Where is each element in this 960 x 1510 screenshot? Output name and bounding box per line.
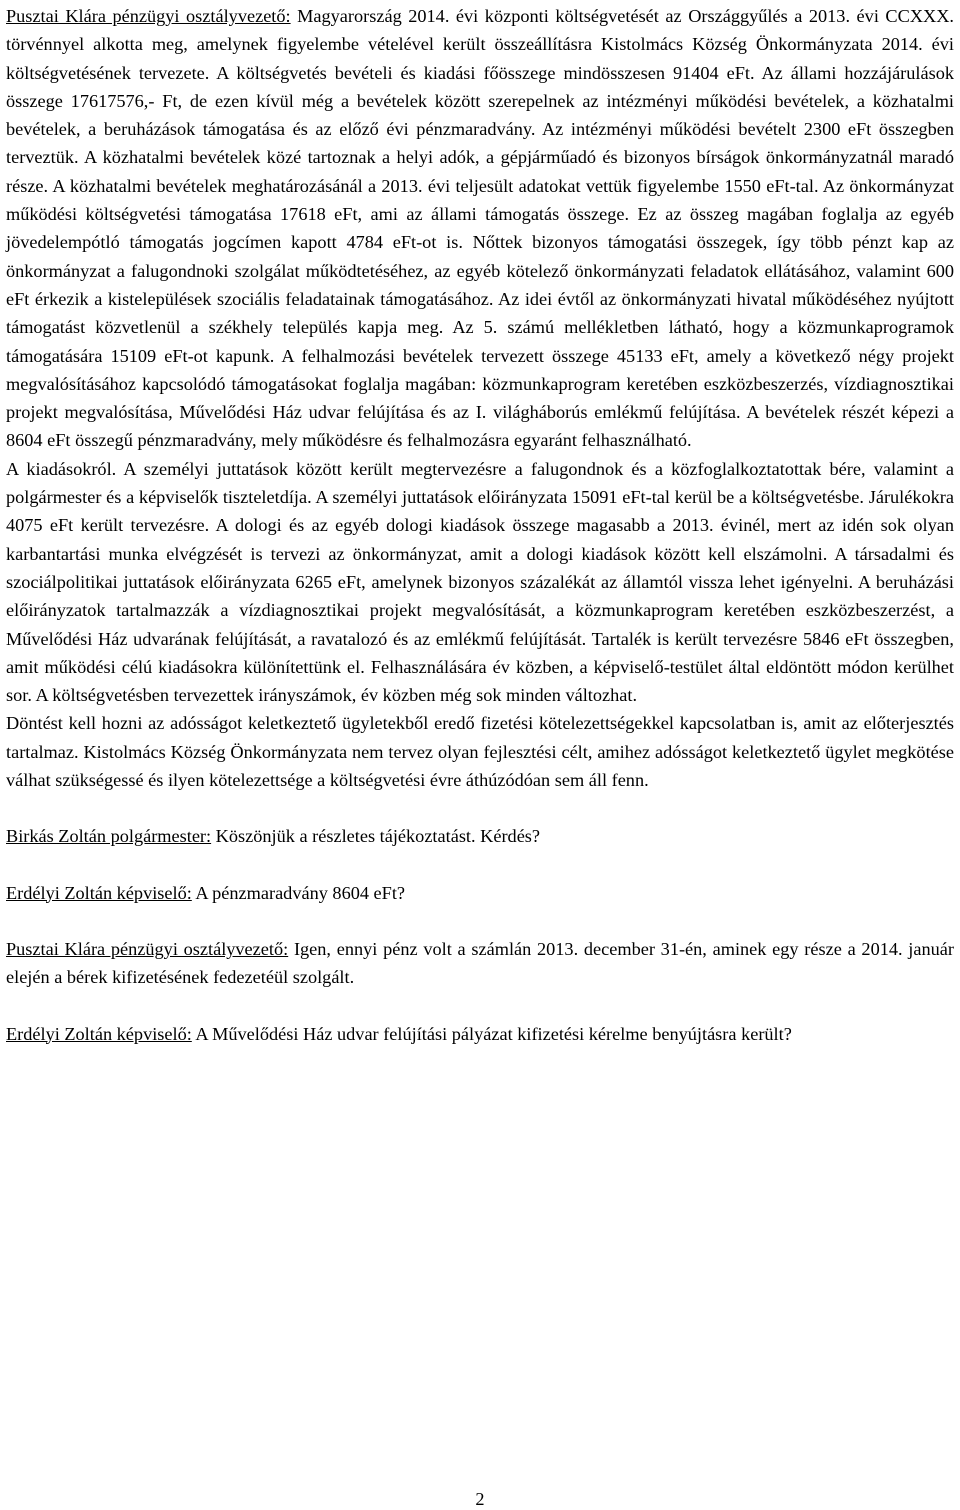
speaker-label: Pusztai Klára pénzügyi osztályvezető: [6,6,291,26]
speaker-label: Erdélyi Zoltán képviselő: [6,882,192,903]
document-body [6,2,954,1048]
paragraph-text: Igen, ennyi pénz volt a számlán 2013. december 31-én, aminek egy része a 2014. január elején a bérek kifizetésének fedezetéül szolgált. [6,938,954,988]
paragraph-text: Döntést kell hozni az adósságot keletkeztető ügyletekből eredő fizetési kötelezettségekkel kapcsolatban is, amit az előterjesztés tartalmaz. Kistolmács Község Önkormányzata nem tervez olyan fejlesztési célt, amihez adósságot keletkeztető ügylet megkötése válhat szükségessé és ilyen kötelezettsége a költségvetési évre áthúzódóan sem áll fenn. [6,713,954,791]
paragraph-mayor-thanks [6,822,954,850]
paragraph-text: Magyarország 2014. évi központi költségvetését az Országgyűlés a 2013. évi CCXXX. törvénnyel alkotta meg, amelynek figyelembe vételével került összeállításra Kistolmács Község Önkormányzata 2014. évi költségvetésének tervezete. A költségvetés bevételi és kiadási főösszege mindösszesen 91404 eFt. Az állami hozzájárulások összege 17617576,- Ft, de ezen kívül még a bevételek között szerepelnek az intézményi működési bevételek, a közhatalmi bevételek, a beruházások támogatása és az előző évi pénzmaradvány. Az intézményi működési bevételt 2300 eFt összegben terveztük. A közhatalmi bevételek közé tartoznak a helyi adók, a gépjárműadó és bizonyos bírságok önkormányzatnál maradó része. A közhatalmi bevételek meghatározásánál a 2013. évi teljesült adatokat vettük figyelembe 1550 eFt-tal. Az önkormányzat működési költségvetési támogatása 17618 eFt, ami az állami támogatás összege. Ez az összeg magában foglalja az egyéb jövedelempótló támogatás jogcímen kapott 4784 eFt-ot is. Nőttek bizonyos támogatási összegek, így több pénzt kap az önkormányzat a falugondnoki szolgálat működtetéséhez, az egyéb kötelező önkormányzati feladatok ellátásához, valamint 600 eFt érkezik a kistelepülések szociális feladatainak támogatásához. Az idei évtől az önkormányzati hivatal működéséhez nyújtott támogatást közvetlenül a székhely település kapja meg. Az 5. számú mellékletben látható, hogy a közmunkaprogramok támogatására 15109 eFt-ot kapunk. A felhalmozási bevételek tervezett összege 45133 eFt, amely a következő négy projekt megvalósításához kapcsolódó támogatásokat foglalja magában: közmunkaprogram keretében eszközbeszerzés, vízdiagnosztikai projekt megvalósítása, Művelődési Ház udvar felújítása és az I. világháborús emlékmű felújítása. A bevételek részét képezi a 8604 eFt összegű pénzmaradvány, mely működésre és felhalmozásra egyaránt felhasználható. [6,6,954,451]
speaker-label: Erdélyi Zoltán képviselő: [6,1023,192,1044]
paragraph-text: A kiadásokról. A személyi juttatások között került megtervezésre a falugondnok és a közfoglalkoztatottak bére, valamint a polgármester és a képviselők tiszteletdíja. A személyi juttatások előirányzata 15091 eFt-tal kerül be a költségvetésbe. Járulékokra 4075 eFt került tervezésre. A dologi és az egyéb dologi kiadások összege magasabb a 2013. évinél, mert az idén sok olyan karbantartási munka elvégzését is tervezi az önkormányzat, amit a dologi kiadások között kell elszámolni. A társadalmi és szociálpolitikai juttatások előirányzata 6265 eFt, amelynek bizonyos százalékát az államtól vissza lehet igényelni. A beruházási előirányzatok tartalmazzák a vízdiagnosztikai projekt megvalósítását, a közmunkaprogram keretében eszközbeszerzést, a Művelődési Ház udvarának felújítását, a ravatalozó és az emlékmű felújítását. Tartalék is került tervezésre 5846 eFt összegben, amit működési célú kiadásokra különítettünk el. Felhasználására év közben, a képviselő-testület által eldöntött módon kerülhet sor. A költségvetésben tervezettek irányszámok, év közben még sok minden változhat. [6,458,954,706]
paragraph-expenditures [6,455,954,710]
paragraph-debt-decision [6,709,954,794]
paragraph-text: Köszönjük a részletes tájékoztatást. Kérdés? [211,826,541,847]
paragraph-question-remainder [6,879,954,907]
paragraph-text: A pénzmaradvány 8604 eFt? [191,882,406,903]
speaker-label: Birkás Zoltán polgármester: [6,826,212,847]
speaker-label: Pusztai Klára pénzügyi osztályvezető: [6,938,289,959]
paragraph-question-grant [6,1020,954,1048]
paragraph-answer-remainder [6,935,954,992]
paragraph-text: A Művelődési Ház udvar felújítási pályázat kifizetési kérelme benyújtásra került? [191,1023,792,1044]
paragraph-budget-overview [6,2,954,455]
page-number: 2 [475,1489,485,1509]
